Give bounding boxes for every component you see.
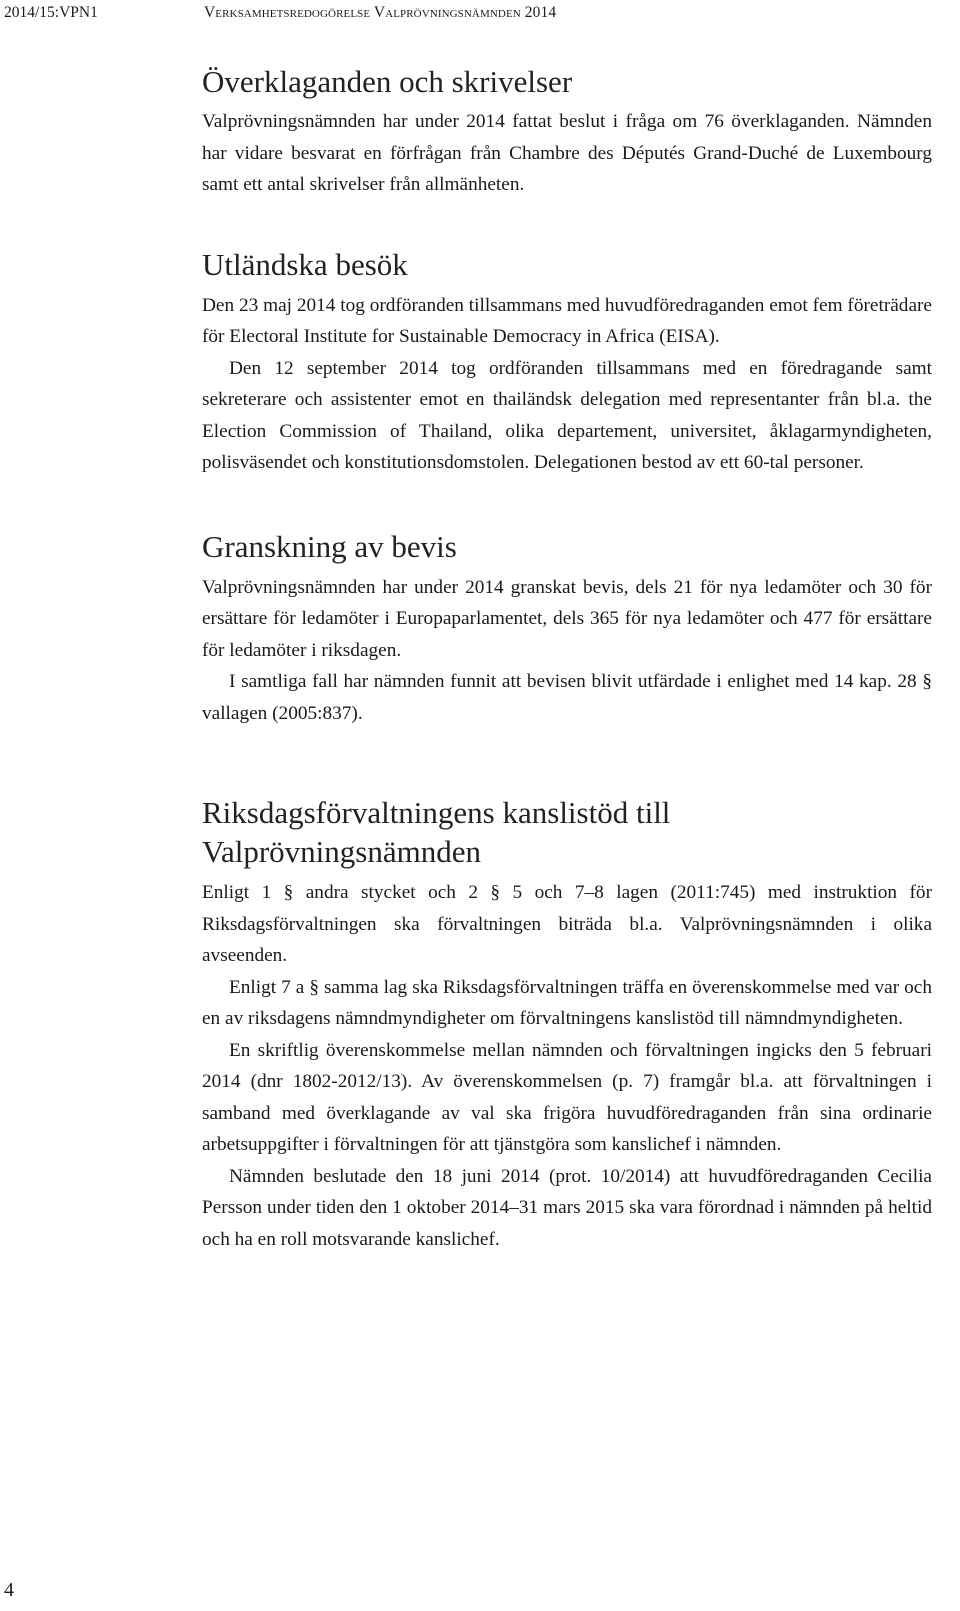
- section-heading-line-2: Valprövningsnämnden: [202, 834, 481, 869]
- running-header: [0, 3, 960, 23]
- paragraph: Enligt 7 a § samma lag ska Riksdagsförvaltningen träffa en överenskommelse med var och en av riksdagens nämndmyndigheter om förvaltningens kanslistöd till nämndmyndigheten.: [202, 976, 932, 1029]
- paragraph: Valprövningsnämnden har under 2014 granskat bevis, dels 21 för nya ledamöter och 30 för ersättare för ledamöter i Europaparlamentet, dels 365 för nya ledamöter och 477 för ersättare för ledamöter i riksdagen.: [202, 576, 932, 661]
- paragraph: Enligt 1 § andra stycket och 2 § 5 och 7–8 lagen (2011:745) med instruktion för Riksdagsförvaltningen ska förvaltningen biträda bl.a. Valprövningsnämnden i olika avseenden.: [202, 882, 932, 966]
- page-number: 4: [4, 1579, 14, 1601]
- section-heading-line-1: Riksdagsförvaltningens kanslistöd till: [202, 795, 671, 830]
- section-heading: Utländska besök: [202, 246, 408, 282]
- section-overklaganden: [202, 62, 932, 201]
- paragraph: Den 23 maj 2014 tog ordföranden tillsammans med huvudföredraganden emot fem företrädare för Electoral Institute for Sustainable Democracy in Africa (EISA).: [202, 294, 932, 347]
- running-header-title: Verksamhetsredogörelse Valprövningsnämnden 2014: [204, 4, 557, 21]
- paragraph: En skriftlig överenskommelse mellan nämnden och förvaltningen ingicks den 5 februari 2014 (dnr 1802-2012/13). Av överenskommelsen (p. 7) framgår bl.a. att förvaltningen i samband med överklagande av val ska frigöra huvudföredraganden från sina ordinarie arbetsuppgifter i förvaltningen för att tjänstgöra som kanslichef i nämnden.: [202, 1039, 932, 1155]
- page-content: [202, 62, 932, 1255]
- document-id: 2014/15:VPN1: [4, 4, 98, 21]
- paragraph: I samtliga fall har nämnden funnit att bevisen blivit utfärdade i enlighet med 14 kap. 28 § vallagen (2005:837).: [202, 671, 932, 724]
- section-utlandska-besok: [202, 245, 932, 479]
- paragraph: Nämnden beslutade den 18 juni 2014 (prot. 10/2014) att huvudföredraganden Cecilia Persson under tiden den 1 oktober 2014–31 mars 2015 ska vara förordnad i nämnden på heltid och ha en roll motsvarande kanslichef.: [202, 1165, 932, 1250]
- section-granskning-av-bevis: [202, 527, 932, 730]
- section-heading: [202, 793, 932, 871]
- section-heading: Överklaganden och skrivelser: [202, 64, 573, 99]
- paragraph: Valprövningsnämnden har under 2014 fattat beslut i fråga om 76 överklaganden. Nämnden har vidare besvarat en förfrågan från Chambre des Députés Grand-Duché de Luxembourg samt ett antal skrivelser från allmänheten.: [202, 111, 932, 195]
- section-kanslistod: [202, 793, 932, 1255]
- section-heading: Granskning av bevis: [202, 528, 457, 564]
- paragraph: Den 12 september 2014 tog ordföranden tillsammans med en föredragande samt sekreterare och assistenter emot en thailändsk delegation med representanter från bl.a. the Election Commission of Thailand, olika departement, universitet, åklagarmyndigheten, polisväsendet och konstitutionsdomstolen. Delegationen bestod av ett 60-tal personer.: [202, 357, 932, 473]
